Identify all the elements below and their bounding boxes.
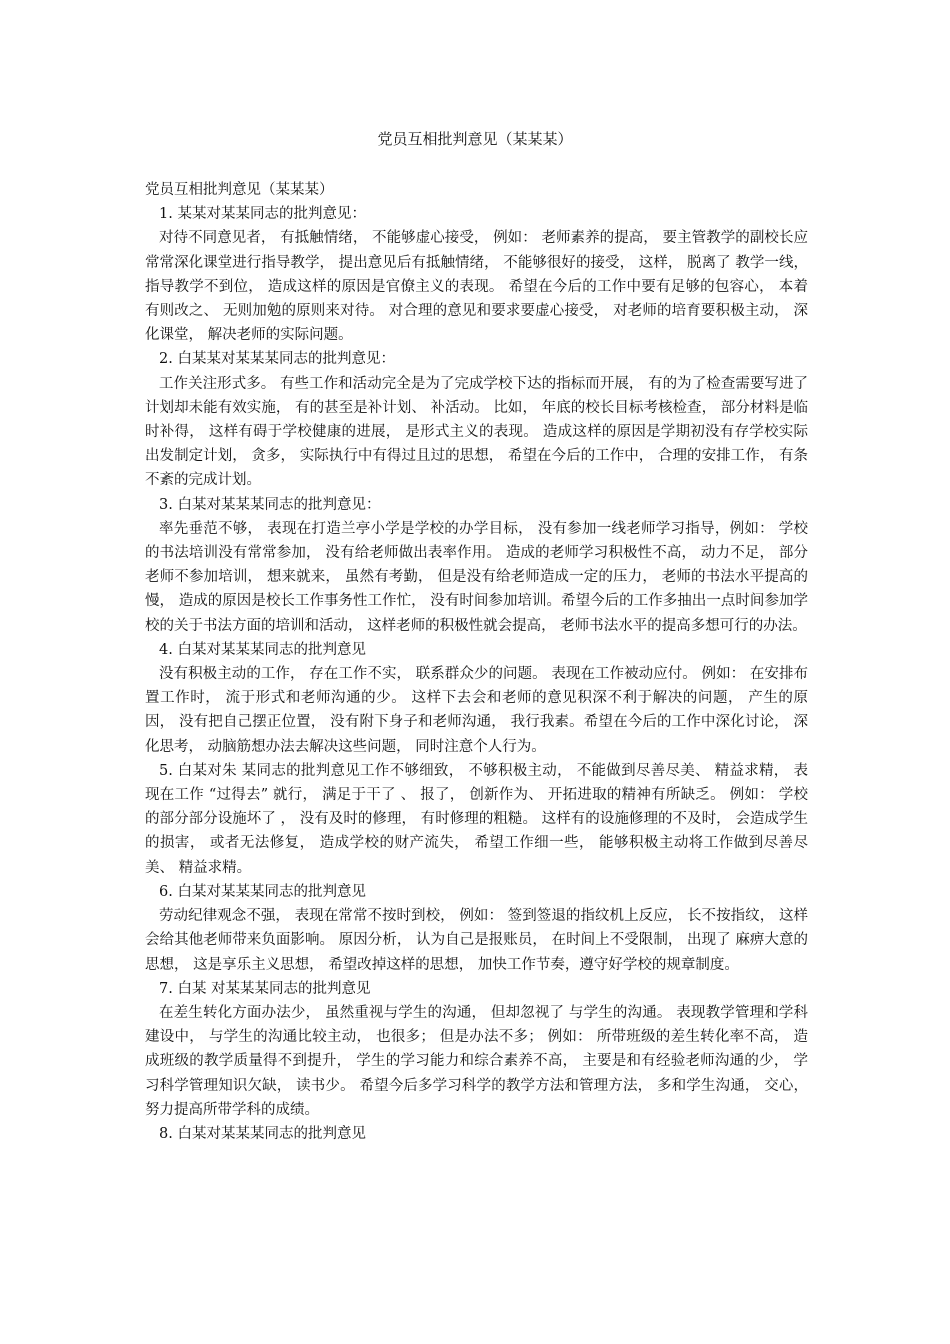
section-6-heading: 6. 白某对某某某同志的批判意见	[159, 883, 366, 900]
section-1-body: 对待不同意见者， 有抵触情绪， 不能够虚心接受， 例如： 老师素养的提高， 要主管教学的副校长应常常深化课堂进行指导教学， 提出意见后有抵触情绪， 不能够很好的接受， 这样， 脱离了 教学一线， 指导教学不到位， 造成这样的原因是官僚主义的表现。 希望在今后的工作中要有足够的包容心， 本着有则改之、 无则加勉的原则来对待。 对合理的意见和要求要虚心接受， 对老师的培育要积极主动， 深化课堂， 解决老师的实际问题。	[145, 230, 808, 344]
section-3-body: 率先垂范不够， 表现在打造兰亭小学是学校的办学目标， 没有参加一线老师学习指导，例如： 学校的书法培训没有常常参加， 没有给老师做出表率作用。 造成的老师学习积极性不高， 动力不足， 部分老师不参加培训， 想来就来， 虽然有考勤， 但是没有给老师造成一定的压力， 老师的书法水平提高的慢， 造成的原因是校长工作事务性工作忙， 没有时间参加培训。希望今后的工作多抽出一点时间参加学校的关于书法方面的培训和活动， 这样老师的积极性就会提高， 老师书法水平的提高多想可行的办法。	[145, 520, 808, 634]
document-body	[145, 178, 808, 1146]
section-1-heading: 1. 某某对某某同志的批判意见：	[159, 206, 366, 223]
section-6-body: 劳动纪律观念不强， 表现在常常不按时到校， 例如： 签到签退的指纹机上反应， 长不按指纹， 这样会给其他老师带来负面影响。 原因分析， 认为自己是报账员， 在时间上不受限制， 出现了 麻痹大意的思想， 这是享乐主义思想， 希望改掉这样的思想， 加快工作节奏，遵守好学校的规章制度。	[145, 908, 808, 973]
page-title: 党员互相批判意见（某某某）	[377, 130, 573, 148]
section-8-heading: 8. 白某对某某某同志的批判意见	[159, 1125, 366, 1142]
section-4-body: 没有积极主动的工作， 存在工作不实， 联系群众少的问题。 表现在工作被动应付。 例如： 在安排布置工作时， 流于形式和老师沟通的少。 这样下去会和老师的意见积深不利于解决的问题， 产生的原因， 没有把自己摆正位置， 没有附下身子和老师沟通， 我行我素。希望在今后的工作中深化讨论， 深化思考， 动脑筋想办法去解决这些问题， 同时注意个人行为。	[145, 666, 808, 755]
section-2-body: 工作关注形式多。 有些工作和活动完全是为了完成学校下达的指标而开展， 有的为了检查需要写进了计划却未能有效实施， 有的甚至是补计划、 补活动。 比如， 年底的校长目标考核检查， 部分材料是临时补得， 这样有碍于学校健康的进展， 是形式主义的表现。 造成这样的原因是学期初没有存学校实际出发制定计划， 贪多， 实际执行中有得过且过的思想， 希望在今后的工作中， 合理的安排工作， 有条不紊的完成计划。	[145, 375, 808, 489]
document-heading: 党员互相批判意见（某某某）	[145, 182, 334, 198]
section-7-heading: 7. 白某 对某某某同志的批判意见	[159, 980, 371, 997]
section-2-heading: 2. 白某某对某某某同志的批判意见：	[159, 351, 395, 368]
section-7-body: 在差生转化方面办法少， 虽然重视与学生的沟通， 但却忽视了 与学生的沟通。 表现教学管理和学科建设中， 与学生的沟通比较主动， 也很多； 但是办法不多； 例如： 所带班级的差生转化率不高， 造成班级的教学质量得不到提升， 学生的学习能力和综合素养不高， 主要是和有经验老师沟通的少， 学习科学管理知识欠缺， 读书少。 希望今后多学习科学的教学方法和管理方法， 多和学生沟通， 交心， 努力提高所带学科的成绩。	[145, 1004, 808, 1118]
section-3-heading: 3. 白某对某某某同志的批判意见：	[159, 496, 381, 513]
section-4-heading: 4. 白某对某某某同志的批判意见	[159, 641, 366, 658]
section-5-body: 5. 白某对朱 某同志的批判意见工作不够细致， 不够积极主动， 不能做到尽善尽美、 精益求精， 表现在工作 “过得去” 就行， 满足于干了 、 报了， 创新作为、 开拓进取的精神有所缺乏。 例如： 学校的部分部分设施坏了 ， 没有及时的修理， 有时修理的粗糙。 这样有的设施修理的不及时， 会造成学生的损害， 或者无法修复， 造成学校的财产流失， 希望工作细一些， 能够积极主动将工作做到尽善尽美、 精益求精。	[145, 762, 808, 876]
